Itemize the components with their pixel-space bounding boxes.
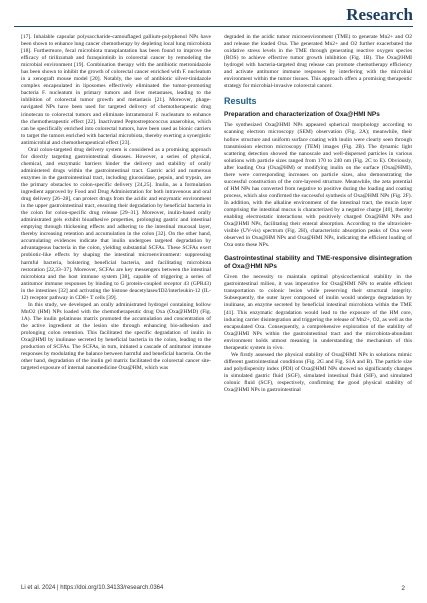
journal-title: Research	[346, 5, 413, 24]
right-column	[224, 34, 412, 394]
body-paragraph: We firstly assessed the physical stability of Oxa@HMI NPs in solutions mimic different gastrointestinal conditions (Fig. 2G and Fig. S1A and B). The particle size and polydispersity index (PDI) of Oxa@HMI NPs showed no significantly changes in simulated gastric fluid (SGF), simulated intestinal fluid (SIF), and simulated colonic fluid (SCF), respectively, confirming the good physical stability of Oxa@HMI NPs in gastrointestinal	[224, 351, 412, 394]
subsection-heading: Gastrointestinal stability and TME-responsive disintegration of Oxa@HMI NPs	[224, 255, 412, 271]
body-paragraph: degraded in the acidic tumor microenvironment (TME) to generate Mn2+ and O2 and release the loaded Oxa. The generated Mn2+ and O2 further exacerbated the oxidative stress levels in the TME through generating reactive oxygen species (ROS) to achieve effective tumor growth inhibition (Fig. 1B). The Oxa@HMI hydrogel with bacteria-targeted drug release can promote chemotherapy efficiency and activate antitumor immune responses by interfering with the microbial environment within the tumor tissues. This approach offers a promising therapeutic strategy for microbial-invasive colorectal cancer.	[224, 34, 412, 90]
body-paragraph: In this study, we developed an orally administrated hydrogel containing hollow MnO2 (HM) NPs loaded with the chemotherapeutic drug Oxa (Oxa@HMD) (Fig. 1A). The inulin gelatinous matrix promoted the accumulation and concentration of the active ingredient at the lesion site through enhancing bio-adhesion and prolonging colon retention. This facilitated the specific degradation of inulin in Oxa@HMI by inulinase secreted by beneficial bacteria in the colon, leading to the production of SCFAs. The SCFAs, in turn, initiated a cascade of antitumor immune responses by modulating the balance between harmful and beneficial bacteria. On the other hand, degradation of the inulin gel matrix facilitated the colorectal cancer site-targeted exposure of internal nanomedicine Oxa@HM, which was	[21, 301, 211, 372]
page-header	[14, 0, 413, 27]
left-column	[21, 34, 211, 372]
body-paragraph: Oral colon-targeted drug delivery system is considered as a promising approach for directly targeting gastrointestinal diseases. However, a series of physical, chemical, and enzymatic barriers hinder the delivery and stability of orally administered drugs within the gastrointestinal tract. Gastric acid and numerous enzymes in the gastrointestinal tract, including glucosidase, pepsin, and trypsin, are the primary obstacles to colon-specific delivery [24,25]. Inulin, as a formulation ingredient approved by Food and Drug Administration for both intravenous and oral drug delivery [26–28], can protect drugs from the acidic and enzymatic environment in the upper gastrointestinal tract, ensuring their degradation by beneficial bacteria in the colon for colon-specific drug release [29–31]. Moreover, inulin-based orally administrated gels exhibit bioadhesive properties, prolonging gastric and intestinal emptying through thickening effects and adhering to the intestinal mucosal layer, thereby increasing retention and accumulation in the colon [32]. On the other hand, accumulating evidences indicate that inulin undergoes targeted degradation by advantageous bacteria in the colon, yielding substantial SCFAs. These SCFAs exert probiotic-like effects by shaping the intestinal microenvironment: suppressing harmful bacteria, bolstering beneficial bacteria, and facilitating microbiota restoration [22,33–37]. Moreover, SCFAs are key messengers between the intestinal microbiota and the host immune system [38], capable of triggering a series of antitumor immune responses by binding to G protein-coupled receptor 43 (GPR43) in the intestines [32] and activating the histone deacetylases/ID2/interleukin-12 (IL-12) receptor pathway in CD8+ T cells [39].	[21, 146, 211, 301]
section-heading-results: Results	[224, 96, 257, 107]
subsection-heading: Preparation and characterization of Oxa@HMI NPs	[224, 111, 380, 119]
page-number: 2	[401, 585, 405, 592]
body-paragraph: Given the necessity to maintain optimal physicochemical stability in the gastrointestinal milieu, it was imperative for Oxa@HMI NPs to enable efficient transportation to colonic lesion while preserving their structural integrity. Subsequently, the outer layer composed of inulin would undergo degradation by inulinase, an enzyme secreted by beneficial intestinal microbiota within the TME [41]. This enzymatic degradation would lead to the exposure of the HM core, inducing carrier disintegration and triggering the release of Mn2+, O2, as well as the encapsulated Oxa. Consequently, a comprehensive exploration of the stability of Oxa@HMI NPs within the gastrointestinal tract and the microbiota-abundant environment holds utmost meaning in understanding the mechanism of this therapeutic system in vivo.	[224, 274, 412, 351]
body-paragraph: [17]. Inhalable capsular polysaccharide-camouflaged gallium-polyphenol NPs have been shown to enhance lung cancer chemotherapy by depleting local lung microbiota [18]. Furthermore, fecal microbiota transplantation has been found to improve the efficacy of tirilizumab and furaquintinib in colorectal cancer by remodeling the microbial environment [19]. Combination therapy with the antibiotic metronidazole has been shown to inhibit the growth of colorectal cancer enriched with F. nucleatum in a xenograft mouse model [20]. Notably, the use of antibiotic silver-tinidazole complex encapsulated in liposomes effectively eliminated the tumor-promoting bacteria F. nucleatum in primary tumors and liver metastases, leading to the inhibition of colorectal tumor growth and metastasis [21]. Moreover, phage-navigated NPs have been used for targeted delivery of chemotherapeutic drug irinotecan to colorectal tumors and eliminate intratumoral F. nucleatum to enhance the chemotherapeutic effect [22]. Inactivated Peptostreptococcus anaerobius, which can be specifically enriched into colorectal tumors, have been used as bionic carriers to target the tumors enriched with bacterial microbiota, thereby exerting a synergistic antimicrobial and chemotherapeutical effect [23].	[21, 34, 211, 146]
body-paragraph: The synthesized Oxa@HMI NPs appeared spherical morphology according to scanning electron microscopy (SEM) observation (Fig. 2A); meanwhile, their hollow structure and uniform surface coating with inulin were clearly seen through transmission electron microscopy (TEM) images (Fig. 2B). The dynamic light scattering detection showed the nanoscale and well-dispersed particles in various solutions with particle sizes ranged from 170 to 240 nm (Fig. 2C to E). Obviously, after loading Oxa (Oxa@HM) or modifying inulin on the surface (Oxa@HMI), there were corresponding increases on particle sizes, also demonstrating the successful construction of the core-layered structure. Meanwhile, the zeta potential of HM NPs has converted from negative to positive during the loading and coating process, which also confirmed the successful synthesis of Oxa@HMI NPs (Fig. 2F). In addition, with the alkaline environment of the intestinal tract, the mucin layer comprising the intestinal mucus is characterized by a negative charge [40], thereby enabling electrostatic interactions with positively charged Oxa@HM NPs and Oxa@HMI NPs, facilitating their enteral absorption. According to the ultraviolet-visible (UV-vis) spectrum (Fig. 2H), characteristic absorption peaks of Oxa were observed in Oxa@HM NPs and Oxa@HMI NPs, indicating the efficient loading of Oxa onto these NPs.	[224, 122, 412, 249]
citation-text: Li et al. 2024 | https://doi.org/10.34133/research.0364	[21, 585, 164, 591]
